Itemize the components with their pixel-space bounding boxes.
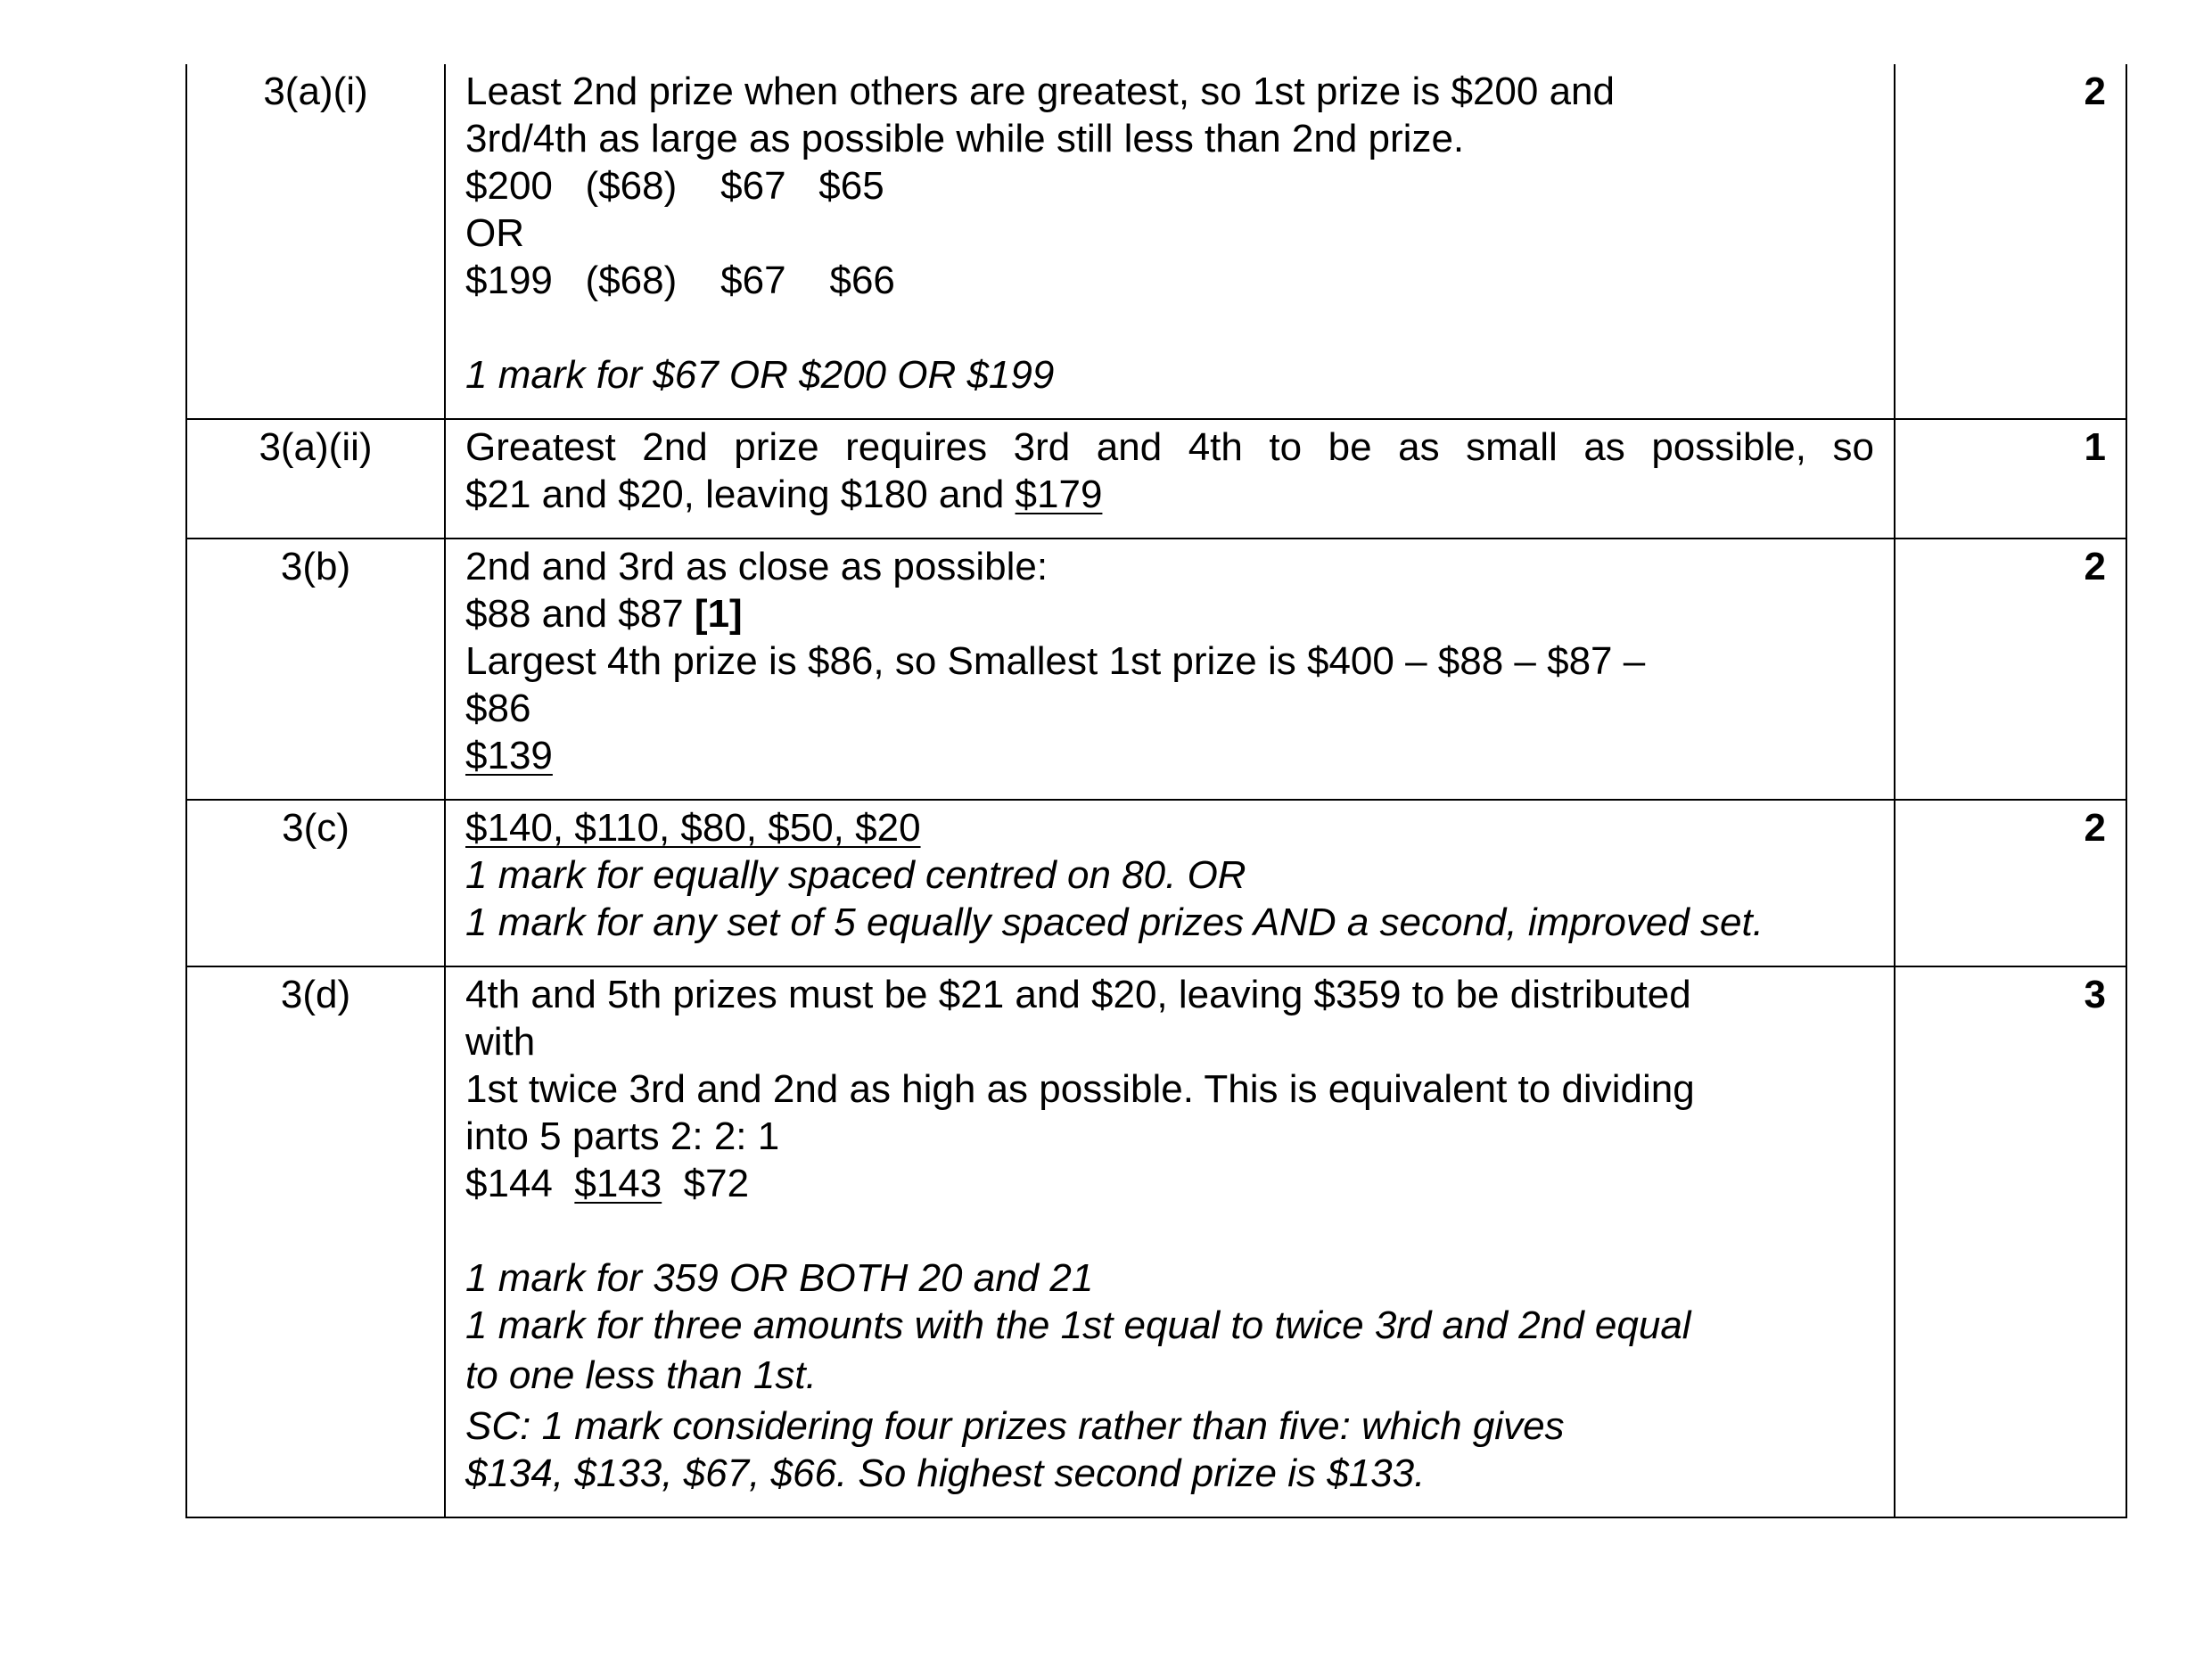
marking-note: to one less than 1st. — [465, 1353, 817, 1397]
answer-cell — [445, 800, 1895, 966]
answer-line: 3rd/4th as large as possible while still less than 2nd prize. — [465, 117, 1465, 160]
answer-line — [465, 732, 1874, 779]
final-answer: $179 — [1015, 473, 1103, 516]
answer-line: $86 — [465, 687, 531, 730]
question-number: 3(c) — [186, 800, 445, 966]
marking-note: 1 mark for 359 OR BOTH 20 and 21 — [465, 1256, 1094, 1300]
blank-line — [465, 304, 1874, 351]
answer-line: $200 ($68) $67 $65 — [465, 164, 884, 208]
answer-line — [465, 590, 1874, 637]
marking-note: 1 mark for three amounts with the 1st equal to twice 3rd and 2nd equal — [465, 1303, 1691, 1347]
table-row — [186, 800, 2126, 966]
marking-note: SC: 1 mark considering four prizes rather than five: which gives — [465, 1404, 1565, 1448]
question-number: 3(b) — [186, 539, 445, 800]
table-row — [186, 419, 2126, 539]
mark-scheme-table — [185, 64, 2127, 1518]
answer-line: Largest 4th prize is $86, so Smallest 1st prize is $400 – $88 – $87 – — [465, 639, 1646, 683]
answer-line: OR — [465, 211, 524, 255]
marking-note: 1 mark for equally spaced centred on 80. OR — [465, 853, 1246, 897]
answer-line — [465, 471, 1874, 518]
question-number: 3(a)(ii) — [186, 419, 445, 539]
table-row — [186, 64, 2126, 419]
marks: 2 — [1895, 800, 2126, 966]
answer-cell — [445, 966, 1895, 1517]
final-answer: $139 — [465, 734, 553, 777]
answer-line: 2nd and 3rd as close as possible: — [465, 545, 1048, 588]
answer-line — [465, 1160, 1874, 1207]
final-answer: $140, $110, $80, $50, $20 — [465, 806, 921, 850]
final-answer: $143 — [574, 1162, 662, 1205]
question-number: 3(d) — [186, 966, 445, 1517]
blank-line — [465, 1207, 1874, 1254]
marking-note: 1 mark for $67 OR $200 OR $199 — [465, 353, 1055, 397]
answer-line: into 5 parts 2: 2: 1 — [465, 1114, 780, 1158]
answer-line: 1st twice 3rd and 2nd as high as possible. This is equivalent to dividing — [465, 1067, 1695, 1111]
answer-line: $199 ($68) $67 $66 — [465, 259, 895, 302]
table-row — [186, 966, 2126, 1517]
marking-note: $134, $133, $67, $66. So highest second prize is $133. — [465, 1451, 1426, 1495]
answer-cell — [445, 64, 1895, 419]
marks: 2 — [1895, 539, 2126, 800]
answer-line — [465, 804, 1874, 851]
marking-note: 1 mark for any set of 5 equally spaced prizes AND a second, improved set. — [465, 900, 1764, 944]
marks: 2 — [1895, 64, 2126, 419]
table-row — [186, 539, 2126, 800]
answer-text: $88 and $87 — [465, 592, 695, 636]
answer-cell — [445, 539, 1895, 800]
question-number: 3(a)(i) — [186, 64, 445, 419]
mark-indicator: [1] — [694, 592, 743, 636]
marks: 3 — [1895, 966, 2126, 1517]
answer-text: $21 and $20, leaving $180 and — [465, 473, 1016, 516]
answer-line: Greatest 2nd prize requires 3rd and 4th to be as small as possible, so — [465, 425, 1874, 469]
marks: 1 — [1895, 419, 2126, 539]
answer-cell — [445, 419, 1895, 539]
answer-text: $144 — [465, 1162, 575, 1205]
answer-line: 4th and 5th prizes must be $21 and $20, leaving $359 to be distributed — [465, 973, 1691, 1016]
answer-line: Least 2nd prize when others are greatest, so 1st prize is $200 and — [465, 70, 1615, 113]
answer-line: with — [465, 1020, 536, 1064]
answer-text: $72 — [662, 1162, 750, 1205]
